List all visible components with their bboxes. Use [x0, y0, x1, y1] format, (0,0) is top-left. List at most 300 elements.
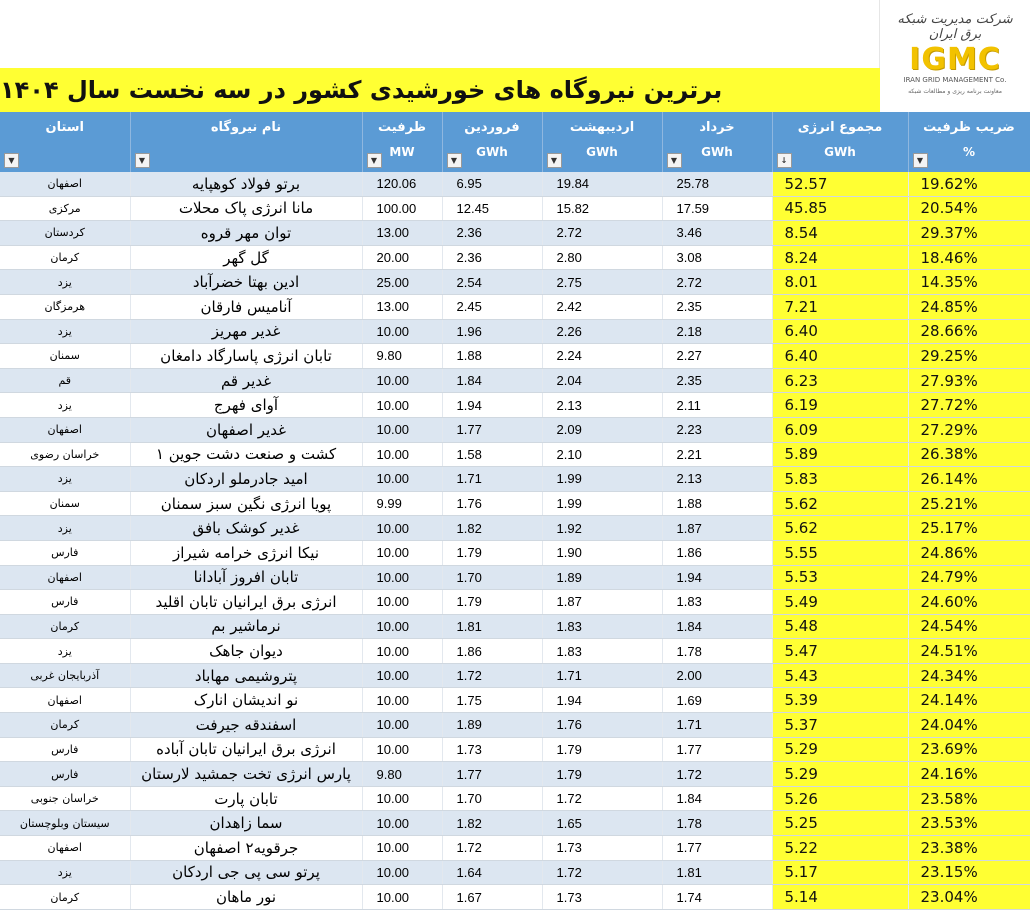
table-row — [0, 590, 1030, 615]
cell-capacity: 10.00 — [362, 417, 442, 442]
cell-capacity: 10.00 — [362, 393, 442, 418]
cell-ordibehesht: 2.75 — [542, 270, 662, 295]
cell-plant-name: انرژی برق ایرانیان تابان آباده — [130, 737, 362, 762]
table-row — [0, 516, 1030, 541]
sort-dropdown-icon[interactable]: ↓ — [777, 153, 792, 168]
header-unit: GWh — [586, 145, 618, 159]
cell-khordad: 1.69 — [662, 688, 772, 713]
header-unit: GWh — [824, 145, 856, 159]
cell-khordad: 2.18 — [662, 319, 772, 344]
cell-khordad: 2.27 — [662, 344, 772, 369]
table-row — [0, 737, 1030, 762]
cell-farvardin: 1.81 — [442, 614, 542, 639]
table-row — [0, 688, 1030, 713]
cell-capacity-factor: 14.35% — [908, 270, 1030, 295]
logo-script-text: شرکت مدیریت شبکه برق ایران — [897, 12, 1013, 42]
cell-khordad: 1.86 — [662, 540, 772, 565]
cell-total-energy: 5.48 — [772, 614, 908, 639]
cell-khordad: 1.77 — [662, 737, 772, 762]
cell-ordibehesht: 1.71 — [542, 663, 662, 688]
cell-khordad: 1.77 — [662, 836, 772, 861]
cell-farvardin: 1.86 — [442, 639, 542, 664]
cell-farvardin: 2.36 — [442, 221, 542, 246]
cell-khordad: 1.78 — [662, 639, 772, 664]
filter-dropdown-icon[interactable]: ▼ — [4, 153, 19, 168]
cell-ordibehesht: 1.83 — [542, 614, 662, 639]
cell-capacity-factor: 24.86% — [908, 540, 1030, 565]
table-row — [0, 319, 1030, 344]
filter-dropdown-icon[interactable]: ▼ — [913, 153, 928, 168]
cell-khordad: 1.74 — [662, 885, 772, 910]
cell-capacity-factor: 29.37% — [908, 221, 1030, 246]
cell-khordad: 2.35 — [662, 368, 772, 393]
table-row — [0, 172, 1030, 196]
cell-khordad: 1.78 — [662, 811, 772, 836]
cell-capacity: 10.00 — [362, 516, 442, 541]
cell-farvardin: 1.77 — [442, 417, 542, 442]
cell-ordibehesht: 1.79 — [542, 737, 662, 762]
cell-farvardin: 1.84 — [442, 368, 542, 393]
header-total-energy — [772, 112, 908, 172]
cell-province: یزد — [0, 270, 130, 295]
cell-province: کرمان — [0, 614, 130, 639]
cell-farvardin: 6.95 — [442, 172, 542, 196]
cell-farvardin: 1.94 — [442, 393, 542, 418]
cell-khordad: 2.35 — [662, 294, 772, 319]
cell-khordad: 1.71 — [662, 713, 772, 738]
cell-plant-name: برتو فولاد کوهپایه — [130, 172, 362, 196]
cell-capacity-factor: 24.16% — [908, 762, 1030, 787]
cell-farvardin: 1.76 — [442, 491, 542, 516]
table-row — [0, 713, 1030, 738]
cell-plant-name: تابان پارت — [130, 786, 362, 811]
cell-capacity-factor: 24.54% — [908, 614, 1030, 639]
cell-total-energy: 8.54 — [772, 221, 908, 246]
cell-capacity: 10.00 — [362, 885, 442, 910]
header-label: ضریب ظرفیت — [923, 120, 1015, 135]
cell-province: آذربایجان غربی — [0, 663, 130, 688]
cell-farvardin: 1.96 — [442, 319, 542, 344]
cell-plant-name: نور ماهان — [130, 885, 362, 910]
cell-capacity: 10.00 — [362, 811, 442, 836]
cell-capacity: 13.00 — [362, 294, 442, 319]
cell-total-energy: 5.89 — [772, 442, 908, 467]
cell-province: اصفهان — [0, 836, 130, 861]
cell-khordad: 1.94 — [662, 565, 772, 590]
cell-khordad: 2.00 — [662, 663, 772, 688]
header-label: خرداد — [699, 120, 735, 135]
table-row — [0, 762, 1030, 787]
cell-khordad: 3.46 — [662, 221, 772, 246]
cell-ordibehesht: 2.13 — [542, 393, 662, 418]
header-khordad — [662, 112, 772, 172]
table-row — [0, 344, 1030, 369]
header-unit: GWh — [476, 145, 508, 159]
table-row — [0, 393, 1030, 418]
cell-province: فارس — [0, 762, 130, 787]
cell-ordibehesht: 1.94 — [542, 688, 662, 713]
cell-khordad: 2.23 — [662, 417, 772, 442]
cell-total-energy: 6.40 — [772, 319, 908, 344]
cell-total-energy: 5.26 — [772, 786, 908, 811]
table-row — [0, 294, 1030, 319]
cell-farvardin: 1.75 — [442, 688, 542, 713]
cell-ordibehesht: 1.76 — [542, 713, 662, 738]
cell-ordibehesht: 1.99 — [542, 491, 662, 516]
cell-capacity: 9.80 — [362, 762, 442, 787]
cell-province: خراسان رضوی — [0, 442, 130, 467]
cell-ordibehesht: 2.04 — [542, 368, 662, 393]
cell-ordibehesht: 2.09 — [542, 417, 662, 442]
cell-capacity: 10.00 — [362, 467, 442, 492]
cell-ordibehesht: 15.82 — [542, 196, 662, 221]
cell-plant-name: تابان انرژی پاسارگاد دامغان — [130, 344, 362, 369]
cell-farvardin: 1.82 — [442, 811, 542, 836]
cell-plant-name: انرژی برق ایرانیان تابان اقلید — [130, 590, 362, 615]
cell-khordad: 2.21 — [662, 442, 772, 467]
cell-total-energy: 5.47 — [772, 639, 908, 664]
cell-province: اصفهان — [0, 172, 130, 196]
cell-capacity: 10.00 — [362, 540, 442, 565]
cell-total-energy: 5.55 — [772, 540, 908, 565]
cell-total-energy: 6.23 — [772, 368, 908, 393]
filter-dropdown-icon[interactable]: ▼ — [135, 153, 150, 168]
cell-ordibehesht: 2.42 — [542, 294, 662, 319]
cell-province: سمنان — [0, 344, 130, 369]
cell-total-energy: 5.37 — [772, 713, 908, 738]
table-row — [0, 614, 1030, 639]
cell-total-energy: 6.09 — [772, 417, 908, 442]
cell-total-energy: 5.22 — [772, 836, 908, 861]
cell-khordad: 25.78 — [662, 172, 772, 196]
cell-province: یزد — [0, 639, 130, 664]
header-capacity-factor — [908, 112, 1030, 172]
cell-plant-name: پارس انرژی تخت جمشید لارستان — [130, 762, 362, 787]
cell-capacity: 10.00 — [362, 368, 442, 393]
cell-capacity-factor: 27.72% — [908, 393, 1030, 418]
cell-ordibehesht: 1.90 — [542, 540, 662, 565]
igmc-logo — [879, 0, 1030, 110]
cell-farvardin: 1.88 — [442, 344, 542, 369]
cell-plant-name: پتروشیمی مهاباد — [130, 663, 362, 688]
table-row — [0, 221, 1030, 246]
cell-plant-name: توان مهر قروه — [130, 221, 362, 246]
cell-total-energy: 5.17 — [772, 860, 908, 885]
table-row — [0, 786, 1030, 811]
cell-farvardin: 1.89 — [442, 713, 542, 738]
cell-farvardin: 1.79 — [442, 590, 542, 615]
cell-farvardin: 1.72 — [442, 836, 542, 861]
cell-capacity-factor: 26.14% — [908, 467, 1030, 492]
cell-ordibehesht: 1.72 — [542, 786, 662, 811]
cell-capacity-factor: 24.85% — [908, 294, 1030, 319]
cell-capacity: 10.00 — [362, 590, 442, 615]
table-row — [0, 245, 1030, 270]
cell-capacity: 9.99 — [362, 491, 442, 516]
cell-khordad: 1.84 — [662, 614, 772, 639]
cell-ordibehesht: 1.73 — [542, 836, 662, 861]
cell-ordibehesht: 1.72 — [542, 860, 662, 885]
cell-province: کرمان — [0, 245, 130, 270]
cell-khordad: 1.84 — [662, 786, 772, 811]
header-unit: GWh — [701, 145, 733, 159]
cell-total-energy: 8.24 — [772, 245, 908, 270]
table-row — [0, 565, 1030, 590]
cell-capacity: 10.00 — [362, 614, 442, 639]
cell-farvardin: 12.45 — [442, 196, 542, 221]
cell-khordad: 17.59 — [662, 196, 772, 221]
cell-ordibehesht: 1.89 — [542, 565, 662, 590]
cell-province: یزد — [0, 319, 130, 344]
table-row — [0, 836, 1030, 861]
cell-khordad: 2.72 — [662, 270, 772, 295]
cell-plant-name: گل گهر — [130, 245, 362, 270]
cell-farvardin: 1.58 — [442, 442, 542, 467]
cell-total-energy: 6.19 — [772, 393, 908, 418]
cell-ordibehesht: 1.79 — [542, 762, 662, 787]
cell-total-energy: 5.62 — [772, 516, 908, 541]
table-row — [0, 540, 1030, 565]
cell-capacity: 10.00 — [362, 565, 442, 590]
cell-plant-name: پرتو سی پی جی اردکان — [130, 860, 362, 885]
cell-capacity-factor: 24.60% — [908, 590, 1030, 615]
cell-total-energy: 6.40 — [772, 344, 908, 369]
table-row — [0, 663, 1030, 688]
cell-plant-name: آوای فهرج — [130, 393, 362, 418]
cell-total-energy: 5.29 — [772, 737, 908, 762]
cell-total-energy: 52.57 — [772, 172, 908, 196]
table-row — [0, 467, 1030, 492]
logo-letters: IGMC — [909, 42, 1001, 77]
cell-farvardin: 1.72 — [442, 663, 542, 688]
cell-capacity-factor: 23.38% — [908, 836, 1030, 861]
cell-ordibehesht: 1.83 — [542, 639, 662, 664]
cell-plant-name: جرقویه۲ اصفهان — [130, 836, 362, 861]
cell-khordad: 2.13 — [662, 467, 772, 492]
cell-plant-name: تابان افروز آبادانا — [130, 565, 362, 590]
table-row — [0, 639, 1030, 664]
table-row — [0, 811, 1030, 836]
cell-ordibehesht: 19.84 — [542, 172, 662, 196]
cell-capacity: 120.06 — [362, 172, 442, 196]
cell-total-energy: 5.53 — [772, 565, 908, 590]
cell-farvardin: 2.54 — [442, 270, 542, 295]
cell-ordibehesht: 1.73 — [542, 885, 662, 910]
header-row — [0, 112, 1030, 172]
header-farvardin — [442, 112, 542, 172]
cell-total-energy: 45.85 — [772, 196, 908, 221]
cell-capacity-factor: 20.54% — [908, 196, 1030, 221]
cell-capacity-factor: 18.46% — [908, 245, 1030, 270]
cell-ordibehesht: 2.24 — [542, 344, 662, 369]
table-row — [0, 417, 1030, 442]
cell-province: فارس — [0, 540, 130, 565]
title-banner — [0, 68, 880, 112]
header-capacity — [362, 112, 442, 172]
cell-ordibehesht: 1.87 — [542, 590, 662, 615]
table-row — [0, 270, 1030, 295]
cell-farvardin: 2.45 — [442, 294, 542, 319]
cell-province: اصفهان — [0, 417, 130, 442]
cell-capacity-factor: 19.62% — [908, 172, 1030, 196]
cell-capacity: 20.00 — [362, 245, 442, 270]
cell-province: فارس — [0, 590, 130, 615]
cell-ordibehesht: 2.72 — [542, 221, 662, 246]
cell-farvardin: 1.67 — [442, 885, 542, 910]
cell-capacity-factor: 23.04% — [908, 885, 1030, 910]
table-body — [0, 172, 1030, 909]
header-label: اردیبهشت — [569, 120, 635, 135]
cell-plant-name: آناميس فارقان — [130, 294, 362, 319]
cell-province: مرکزی — [0, 196, 130, 221]
cell-ordibehesht: 2.80 — [542, 245, 662, 270]
cell-farvardin: 1.73 — [442, 737, 542, 762]
cell-ordibehesht: 1.99 — [542, 467, 662, 492]
cell-total-energy: 7.21 — [772, 294, 908, 319]
cell-capacity-factor: 24.51% — [908, 639, 1030, 664]
cell-province: خراسان جنوبی — [0, 786, 130, 811]
solar-plants-table — [0, 112, 1030, 910]
cell-capacity: 100.00 — [362, 196, 442, 221]
cell-plant-name: غدیر اصفهان — [130, 417, 362, 442]
cell-total-energy: 5.62 — [772, 491, 908, 516]
cell-khordad: 1.83 — [662, 590, 772, 615]
cell-ordibehesht: 2.10 — [542, 442, 662, 467]
cell-plant-name: اسفندقه جیرفت — [130, 713, 362, 738]
cell-province: سمنان — [0, 491, 130, 516]
top-strip — [0, 0, 880, 68]
cell-total-energy: 8.01 — [772, 270, 908, 295]
cell-khordad: 2.11 — [662, 393, 772, 418]
filter-dropdown-icon[interactable]: ▼ — [667, 153, 682, 168]
cell-plant-name: ادین بهتا خضرآباد — [130, 270, 362, 295]
header-label: نام نیروگاه — [210, 120, 282, 135]
cell-farvardin: 1.64 — [442, 860, 542, 885]
cell-province: کرمان — [0, 885, 130, 910]
cell-khordad: 1.72 — [662, 762, 772, 787]
cell-capacity-factor: 24.14% — [908, 688, 1030, 713]
cell-khordad: 1.81 — [662, 860, 772, 885]
cell-capacity-factor: 23.58% — [908, 786, 1030, 811]
cell-total-energy: 5.43 — [772, 663, 908, 688]
cell-plant-name: غدیر کوشک بافق — [130, 516, 362, 541]
cell-plant-name: نو اندیشان انارک — [130, 688, 362, 713]
cell-plant-name: سما زاهدان — [130, 811, 362, 836]
cell-capacity-factor: 24.04% — [908, 713, 1030, 738]
cell-capacity: 10.00 — [362, 786, 442, 811]
header-label: فروردین — [464, 120, 520, 135]
filter-dropdown-icon[interactable]: ▼ — [547, 153, 562, 168]
cell-ordibehesht: 2.26 — [542, 319, 662, 344]
cell-capacity-factor: 23.53% — [908, 811, 1030, 836]
cell-province: اصفهان — [0, 688, 130, 713]
header-unit: MW — [389, 145, 415, 159]
cell-total-energy: 5.83 — [772, 467, 908, 492]
cell-capacity: 25.00 — [362, 270, 442, 295]
cell-ordibehesht: 1.65 — [542, 811, 662, 836]
cell-plant-name: امید جادرملو اردکان — [130, 467, 362, 492]
table-row — [0, 196, 1030, 221]
logo-subtitle-2: معاونت برنامه ریزی و مطالعات شبکه — [908, 88, 1002, 95]
cell-capacity: 10.00 — [362, 663, 442, 688]
table-row — [0, 442, 1030, 467]
cell-plant-name: نرماشیر بم — [130, 614, 362, 639]
cell-capacity-factor: 23.15% — [908, 860, 1030, 885]
cell-province: هرمزگان — [0, 294, 130, 319]
cell-province: کرمان — [0, 713, 130, 738]
header-label: استان — [45, 120, 85, 135]
cell-capacity: 10.00 — [362, 737, 442, 762]
cell-farvardin: 1.70 — [442, 786, 542, 811]
cell-total-energy: 5.29 — [772, 762, 908, 787]
cell-plant-name: مانا انرژی پاک محلات — [130, 196, 362, 221]
cell-capacity-factor: 25.21% — [908, 491, 1030, 516]
header-province — [0, 112, 130, 172]
page-title: برترین نیروگاه های خورشیدی کشور در سه نخست سال ۱۴۰۴ — [0, 76, 723, 104]
cell-capacity-factor: 26.38% — [908, 442, 1030, 467]
filter-dropdown-icon[interactable]: ▼ — [447, 153, 462, 168]
cell-capacity: 10.00 — [362, 836, 442, 861]
cell-capacity: 10.00 — [362, 442, 442, 467]
cell-khordad: 1.88 — [662, 491, 772, 516]
cell-capacity-factor: 29.25% — [908, 344, 1030, 369]
logo-subtitle: IRAN GRID MANAGEMENT Co. — [903, 76, 1007, 84]
header-ordibehesht — [542, 112, 662, 172]
header-plant-name — [130, 112, 362, 172]
cell-plant-name: پویا انرژی نگین سبز سمنان — [130, 491, 362, 516]
header-label: مجموع انرژی — [797, 120, 883, 135]
cell-province: یزد — [0, 516, 130, 541]
cell-farvardin: 1.70 — [442, 565, 542, 590]
cell-total-energy: 5.25 — [772, 811, 908, 836]
cell-capacity-factor: 28.66% — [908, 319, 1030, 344]
cell-province: یزد — [0, 860, 130, 885]
table-row — [0, 368, 1030, 393]
cell-province: فارس — [0, 737, 130, 762]
cell-farvardin: 1.82 — [442, 516, 542, 541]
filter-dropdown-icon[interactable]: ▼ — [367, 153, 382, 168]
table-row — [0, 860, 1030, 885]
cell-plant-name: غدیر قم — [130, 368, 362, 393]
cell-capacity: 10.00 — [362, 860, 442, 885]
cell-capacity-factor: 25.17% — [908, 516, 1030, 541]
cell-capacity-factor: 27.93% — [908, 368, 1030, 393]
cell-capacity-factor: 24.34% — [908, 663, 1030, 688]
header-unit: % — [962, 145, 976, 159]
cell-plant-name: دیوان جاهک — [130, 639, 362, 664]
cell-province: یزد — [0, 393, 130, 418]
cell-province: یزد — [0, 467, 130, 492]
cell-capacity: 10.00 — [362, 688, 442, 713]
cell-capacity-factor: 23.69% — [908, 737, 1030, 762]
cell-farvardin: 2.36 — [442, 245, 542, 270]
cell-farvardin: 1.77 — [442, 762, 542, 787]
cell-capacity: 9.80 — [362, 344, 442, 369]
cell-plant-name: نیکا انرژی خرامه شیراز — [130, 540, 362, 565]
cell-capacity: 10.00 — [362, 713, 442, 738]
cell-province: اصفهان — [0, 565, 130, 590]
cell-plant-name: کشت و صنعت دشت جوین ۱ — [130, 442, 362, 467]
header-label: ظرفیت — [378, 120, 426, 135]
cell-province: سیستان وبلوچستان — [0, 811, 130, 836]
cell-plant-name: غدیر مهریز — [130, 319, 362, 344]
cell-farvardin: 1.71 — [442, 467, 542, 492]
cell-ordibehesht: 1.92 — [542, 516, 662, 541]
cell-total-energy: 5.39 — [772, 688, 908, 713]
table-row — [0, 885, 1030, 910]
cell-province: قم — [0, 368, 130, 393]
cell-province: کردستان — [0, 221, 130, 246]
